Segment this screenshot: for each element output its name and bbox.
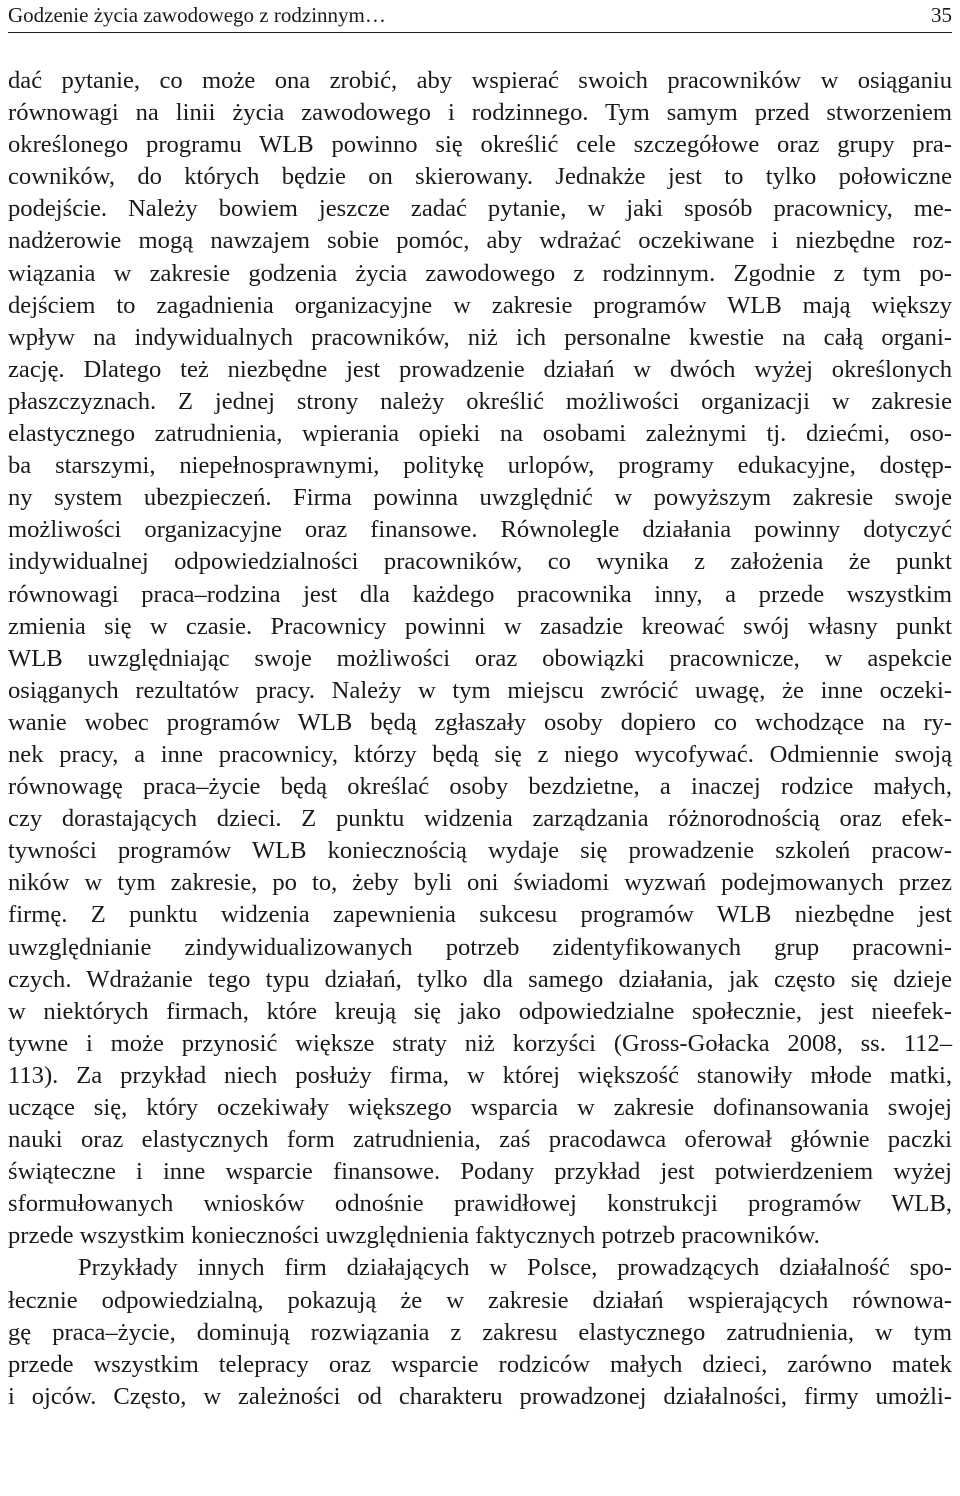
text-line: indywidualnej odpowiedzialności pracowników, co wynika z założenia że punkt xyxy=(8,548,952,576)
text-line: przede wszystkim konieczności uwzględnienia faktycznych potrzeb pracowników. xyxy=(8,1222,820,1250)
text-line: określonego programu WLB powinno się określić cele szczegółowe oraz grupy pra- xyxy=(8,131,952,159)
text-line: czy dorastających dzieci. Z punktu widzenia zarządzania różnorodnością oraz efek- xyxy=(8,805,952,833)
text-line: 113). Za przykład niech posłuży firma, w której większość stanowiły młode matki, xyxy=(8,1061,952,1089)
text-line: sformułowanych wniosków odnośnie prawidłowej konstrukcji programów WLB, xyxy=(8,1190,952,1218)
text-line: gę praca–życie, dominują rozwiązania z zakresu elastycznego zatrudnienia, w tym xyxy=(8,1318,952,1346)
text-line: wpływ na indywidualnych pracowników, niż ich personalne kwestie na całą organi- xyxy=(8,323,952,351)
text-line: łecznie odpowiedzialną, pokazują że w zakresie działań wspierających równowa- xyxy=(8,1286,952,1314)
text-line: ba starszymi, niepełnosprawnymi, politykę urlopów, programy edukacyjne, dostęp- xyxy=(8,452,952,480)
text-line: osiąganych rezultatów pracy. Należy w tym miejscu zwrócić uwagę, że inne oczeki- xyxy=(8,676,952,704)
text-line: świąteczne i inne wsparcie finansowe. Podany przykład jest potwierdzeniem wyżej xyxy=(8,1158,952,1186)
text-line: tywne i może przynosić większe straty niż korzyści (Gross-Gołacka 2008, ss. 112– xyxy=(8,1029,952,1057)
text-line: cowników, do których będzie on skierowany. Jednakże jest to tylko połowiczne xyxy=(8,163,952,191)
text-line: podejście. Należy bowiem jeszcze zadać pytanie, w jaki sposób pracownicy, me- xyxy=(8,195,952,223)
text-line: nadżerowie mogą nawzajem sobie pomóc, aby wdrażać oczekiwane i niezbędne roz- xyxy=(8,227,952,255)
text-line: nauki oraz elastycznych form zatrudnienia, zaś pracodawca oferował głównie paczki xyxy=(8,1126,952,1154)
text-line: wanie wobec programów WLB będą zgłaszały osoby dopiero co wchodzące na ry- xyxy=(8,708,952,736)
text-line: nek pracy, a inne pracownicy, którzy będą się z niego wycofywać. Odmiennie swoją xyxy=(8,740,952,768)
text-line: ników w tym zakresie, po to, żeby byli oni świadomi wyzwań podejmowanych przez xyxy=(8,869,952,897)
running-header xyxy=(8,2,952,33)
paragraph xyxy=(8,1252,952,1412)
paragraph xyxy=(8,65,952,1252)
text-line: uwzględnianie zindywidualizowanych potrzeb zidentyfikowanych grup pracowni- xyxy=(8,933,952,961)
text-line: ny system ubezpieczeń. Firma powinna uwzględnić w powyższym zakresie swoje xyxy=(8,484,952,512)
page-number: 35 xyxy=(931,3,952,27)
body-text xyxy=(8,65,952,1413)
text-line: równowagi na linii życia zawodowego i rodzinnego. Tym samym przed stworzeniem xyxy=(8,99,952,127)
text-line: wiązania w zakresie godzenia życia zawodowego z rodzinnym. Zgodnie z tym po- xyxy=(8,259,952,287)
text-line: firmę. Z punktu widzenia zapewnienia sukcesu programów WLB niezbędne jest xyxy=(8,901,952,929)
text-line: i ojców. Często, w zależności od charakteru prowadzonej działalności, firmy umożli- xyxy=(8,1382,952,1410)
text-line: równowagę praca–życie będą określać osoby bezdzietne, a inaczej rodzice małych, xyxy=(8,773,952,801)
text-line: zację. Dlatego też niezbędne jest prowadzenie działań w dwóch wyżej określonych xyxy=(8,355,952,383)
text-line: czych. Wdrażanie tego typu działań, tylko dla samego działania, jak często się dzieje xyxy=(8,965,952,993)
text-line: płaszczyznach. Z jednej strony należy określić możliwości organizacji w zakresie xyxy=(8,387,952,415)
text-line: Przykłady innych firm działających w Polsce, prowadzących działalność spo- xyxy=(78,1254,952,1282)
text-line: dać pytanie, co może ona zrobić, aby wspierać swoich pracowników w osiąganiu xyxy=(8,67,952,94)
text-line: WLB uwzględniając swoje możliwości oraz obowiązki pracownicze, w aspekcie xyxy=(8,644,952,672)
running-title: Godzenie życia zawodowego z rodzinnym… xyxy=(8,3,386,27)
text-line: przede wszystkim telepracy oraz wsparcie rodziców małych dzieci, zarówno matek xyxy=(8,1350,952,1378)
text-line: zmienia się w czasie. Pracownicy powinni w zasadzie kreować swój własny punkt xyxy=(8,612,952,640)
text-line: tywności programów WLB koniecznością wydaje się prowadzenie szkoleń pracow- xyxy=(8,837,952,865)
text-line: w niektórych firmach, które kreują się jako odpowiedzialne społecznie, jest nieefek- xyxy=(8,997,952,1025)
text-line: uczące się, który oczekiwały większego wsparcia w zakresie dofinansowania swojej xyxy=(8,1094,952,1121)
text-line: dejściem to zagadnienia organizacyjne w zakresie programów WLB mają większy xyxy=(8,291,952,319)
text-line: równowagi praca–rodzina jest dla każdego pracownika inny, a przede wszystkim xyxy=(8,580,952,608)
text-line: elastycznego zatrudnienia, wpierania opieki na osobami zależnymi tj. dziećmi, oso- xyxy=(8,420,952,448)
text-line: możliwości organizacyjne oraz finansowe. Równolegle działania powinny dotyczyć xyxy=(8,516,952,544)
